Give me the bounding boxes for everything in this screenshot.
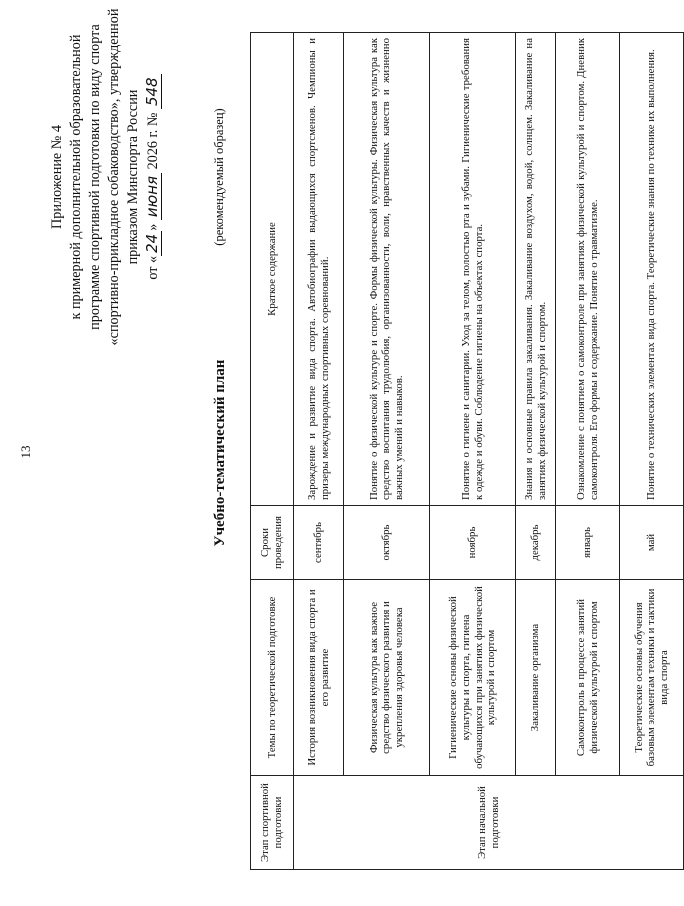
col-stage-header: Этап спортивной подготовки (251, 776, 294, 870)
date-mid: » (145, 220, 161, 231)
term-cell: январь (556, 506, 620, 580)
topic-cell: Самоконтроль в процессе занятий физической культурой и спортом (556, 580, 620, 776)
handwritten-day: 24 (143, 231, 162, 256)
topic-cell: Физическая культура как важное средство физического развития и укрепления здоровья человека (344, 580, 430, 776)
sample-note: (рекомендуемый образец) (212, 108, 226, 246)
page-number: 13 (18, 445, 33, 459)
topic-cell: Теоретические основы обучения базовым элементам техники и тактики вида спорта (620, 580, 684, 776)
thematic-plan-table (250, 32, 684, 870)
order-date-line (143, 4, 163, 350)
col-summary-header: Краткое содержание (251, 33, 294, 506)
topic-cell: Закаливание организма (516, 580, 556, 776)
topic-cell: История возникновения вида спорта и его развитие (294, 580, 344, 776)
stage-cell: Этап начальной подготовки (294, 776, 684, 870)
term-cell: май (620, 506, 684, 580)
term-cell: декабрь (516, 506, 556, 580)
date-year: 2026 г. № (145, 109, 161, 173)
appendix-header (48, 4, 163, 350)
summary-cell: Понятие о гигиене и санитарии. Уход за телом, полостью рта и зубами. Гигиенические требования к одежде и обуви. Соблюдение гигиены на объектах спорта. (430, 33, 516, 506)
date-prefix: от « (145, 255, 161, 280)
topic-cell: Гигиенические основы физической культуры и спорта, гигиена обучающихся при занятиях физической культурой и спортом (430, 580, 516, 776)
appendix-line-4: «спортивно-прикладное собаководство», утвержденной (106, 8, 122, 346)
appendix-line-2: к примерной дополнительной образовательной (68, 34, 84, 320)
appendix-line-3: программе спортивной подготовки по виду спорта (87, 24, 103, 330)
handwritten-month: июня (143, 173, 162, 220)
summary-cell: Понятие о физической культуре и спорте. Формы физической культуры. Физическая культура как средство воспитания трудолюбия, организованности, воли, нравственных качеств и жизненно важных умений и навыков. (344, 33, 430, 506)
table-row (620, 33, 684, 870)
table-row (430, 33, 516, 870)
summary-cell: Зарождение и развитие вида спорта. Автобиографии выдающихся спортсменов. Чемпионы и призеры международных спортивных соревнований. (294, 33, 344, 506)
col-term-header: Сроки проведения (251, 506, 294, 580)
summary-cell: Ознакомление с понятием о самоконтроле при занятиях физической культурой и спортом. Дневник самоконтроля. Его формы и содержание. Понятие о травматизме. (556, 33, 620, 506)
summary-cell: Знания и основные правила закаливания. Закаливание воздухом, водой, солнцем. Закаливание на занятиях физической культурой и спортом. (516, 33, 556, 506)
term-cell: октябрь (344, 506, 430, 580)
table-header-row (251, 33, 294, 870)
term-cell: сентябрь (294, 506, 344, 580)
handwritten-order-number: 548 (143, 74, 162, 109)
table-row (516, 33, 556, 870)
table-row (556, 33, 620, 870)
term-cell: ноябрь (430, 506, 516, 580)
table-row (344, 33, 430, 870)
summary-cell: Понятие о технических элементах вида спорта. Теоретические знания по технике их выполнения. (620, 33, 684, 506)
table-row (294, 33, 344, 870)
appendix-title: Приложение № 4 (49, 125, 65, 229)
appendix-line-5: приказом Минспорта России (125, 89, 141, 265)
plan-title: Учебно-тематический план (212, 359, 228, 547)
col-topic-header: Темы по теоретической подготовке (251, 580, 294, 776)
